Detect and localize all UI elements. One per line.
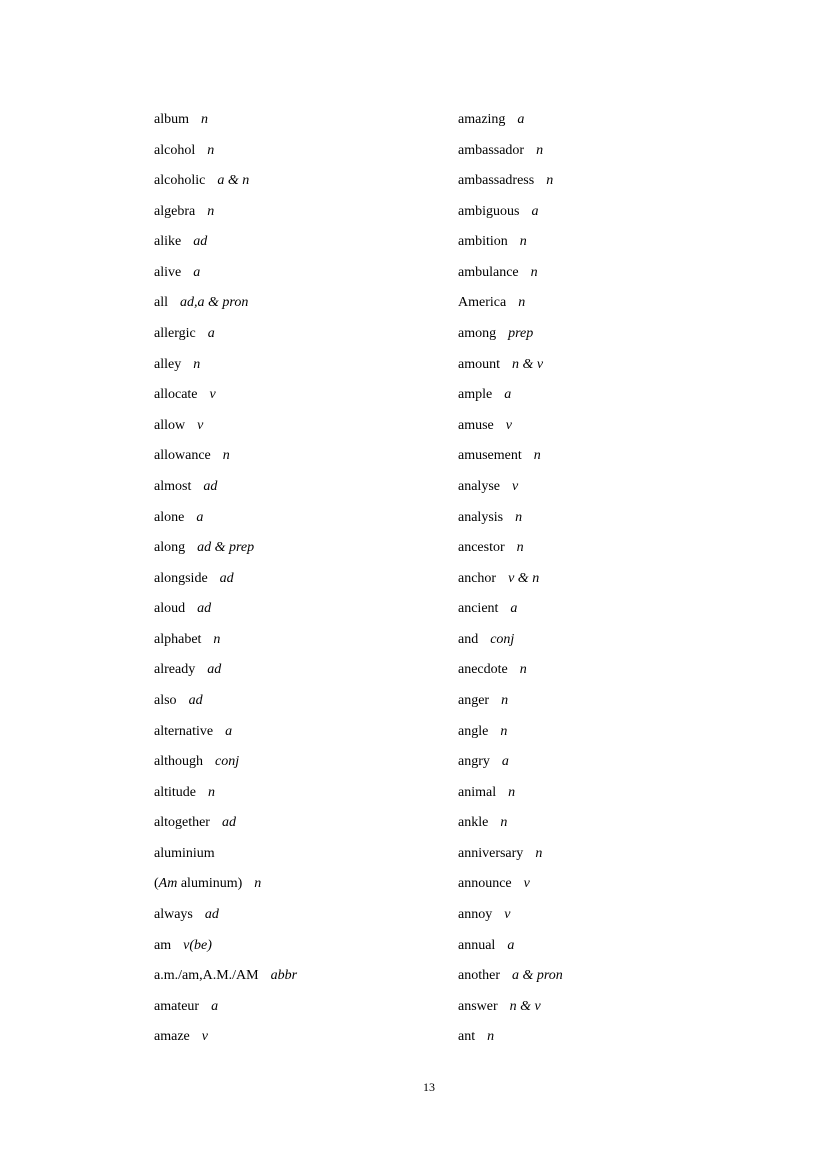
word-entry — [154, 319, 297, 350]
pos-label: n — [207, 142, 215, 158]
word-entry — [458, 166, 563, 197]
word-text: analyse — [458, 478, 500, 494]
pos-label: abbr — [270, 968, 298, 984]
word-entry — [154, 900, 297, 931]
pos-label: n — [516, 540, 524, 556]
word-text: ambition — [458, 234, 508, 250]
word-text: ambiguous — [458, 203, 520, 219]
word-entry — [154, 747, 297, 778]
word-entry — [458, 350, 563, 381]
word-entry — [458, 717, 563, 748]
word-text: allocate — [154, 387, 198, 403]
pos-label: v — [511, 478, 519, 494]
pos-label: n — [500, 815, 508, 831]
word-text: (Am aluminum) — [154, 876, 243, 892]
pos-label: n — [213, 631, 221, 647]
word-entry — [458, 472, 563, 503]
word-text: already — [154, 662, 196, 678]
pos-label: n — [201, 112, 208, 127]
pos-label: a — [510, 601, 518, 617]
pos-label: n — [508, 784, 516, 800]
pos-label: ad — [219, 570, 234, 586]
pos-label: a — [501, 754, 509, 770]
word-entry — [154, 808, 297, 839]
word-text: announce — [458, 876, 512, 892]
word-text: almost — [154, 478, 192, 494]
word-entry — [154, 961, 297, 992]
pos-label: a — [207, 326, 215, 342]
word-entry — [154, 655, 297, 686]
word-text: amount — [458, 356, 500, 372]
word-entry — [458, 411, 563, 442]
word-text: alley — [154, 356, 182, 372]
word-text: always — [154, 907, 193, 923]
word-text: along — [154, 540, 186, 556]
pos-label: v — [504, 907, 511, 923]
word-text: alone — [154, 509, 185, 525]
word-text: ambulance — [458, 264, 519, 280]
pos-label: ad — [207, 662, 222, 678]
word-entry — [154, 136, 297, 167]
pos-label: n — [208, 784, 215, 800]
word-text: anecdote — [458, 662, 508, 678]
word-entry — [458, 319, 563, 350]
word-text: all — [154, 295, 168, 311]
word-entry — [458, 900, 563, 931]
word-entry — [458, 288, 563, 319]
pos-label: ad — [197, 601, 212, 617]
word-text: analysis — [458, 509, 504, 525]
word-entry — [154, 166, 297, 197]
word-text: anniversary — [458, 845, 524, 861]
word-text: another — [458, 968, 500, 984]
word-text: angle — [458, 723, 489, 739]
pos-label: a — [531, 203, 539, 219]
pos-label: v — [201, 1029, 208, 1045]
pos-label: v — [523, 876, 530, 892]
word-entry — [154, 839, 297, 870]
word-entry — [154, 869, 297, 900]
word-text: also — [154, 692, 177, 708]
word-text: ambassador — [458, 142, 525, 158]
word-entry — [154, 288, 297, 319]
word-text: annual — [458, 937, 496, 953]
word-entry — [154, 197, 297, 228]
pos-label: ad — [221, 815, 236, 831]
pos-label: n — [487, 1029, 495, 1045]
pos-label: conj — [215, 754, 240, 770]
pos-label: a & n — [217, 173, 250, 189]
pos-label: n — [533, 448, 541, 464]
page-number: 13 — [423, 1080, 435, 1094]
word-entry — [154, 533, 297, 564]
word-text: amateur — [154, 998, 200, 1014]
word-entry — [154, 686, 297, 717]
word-entry — [458, 839, 563, 870]
word-text: ankle — [458, 815, 489, 831]
pos-label: a — [504, 387, 512, 403]
word-text: ancestor — [458, 540, 505, 556]
pos-label: n — [501, 692, 509, 708]
word-entry — [154, 778, 297, 809]
pos-label: ad,a & pron — [180, 295, 249, 311]
pos-label: n — [193, 356, 201, 372]
word-text: ancient — [458, 601, 499, 617]
word-entry — [458, 533, 563, 564]
word-entry — [458, 441, 563, 472]
word-entry — [458, 931, 563, 962]
word-entry — [458, 105, 563, 136]
word-entry — [154, 472, 297, 503]
word-entry — [154, 625, 297, 656]
word-text: alcoholic — [154, 173, 206, 189]
word-entry — [458, 227, 563, 258]
word-text: anchor — [458, 570, 497, 586]
word-entry — [458, 778, 563, 809]
word-entry — [458, 380, 563, 411]
word-entry — [154, 227, 297, 258]
pos-label: n — [519, 234, 527, 250]
word-text: alcohol — [154, 142, 196, 158]
pos-label: n & v — [512, 356, 544, 372]
pos-label: n — [535, 845, 543, 861]
pos-label: n — [536, 142, 544, 158]
word-text: amuse — [458, 417, 494, 433]
word-entry — [154, 380, 297, 411]
word-text: alongside — [154, 570, 208, 586]
word-entry — [458, 961, 563, 992]
pos-label: ad — [203, 478, 218, 494]
word-entry — [154, 931, 297, 962]
pos-label: v & n — [508, 570, 540, 586]
word-text: allow — [154, 417, 186, 433]
pos-label: v — [505, 417, 512, 433]
word-text: album — [154, 112, 189, 127]
word-entry — [154, 717, 297, 748]
word-entry — [154, 564, 297, 595]
word-entry — [154, 1022, 297, 1053]
word-text: am — [154, 937, 172, 953]
pos-label: v — [197, 417, 204, 433]
word-entry — [154, 992, 297, 1023]
word-text: alternative — [154, 723, 214, 739]
word-text: although — [154, 754, 203, 770]
word-text: alive — [154, 264, 182, 280]
word-entry — [458, 136, 563, 167]
word-text: among — [458, 326, 497, 342]
word-text: allergic — [154, 326, 196, 342]
pos-label: n — [500, 723, 508, 739]
pos-label: n — [518, 295, 526, 311]
word-entry — [154, 258, 297, 289]
pos-label: n — [530, 264, 538, 280]
word-column-left — [154, 105, 297, 1053]
pos-label: v(be) — [183, 937, 212, 953]
word-entry — [458, 992, 563, 1023]
word-text: angry — [458, 754, 490, 770]
word-entry — [458, 747, 563, 778]
word-entry — [458, 1022, 563, 1053]
pos-label: a — [211, 998, 219, 1014]
word-column-right — [458, 105, 563, 1053]
word-entry — [458, 625, 563, 656]
pos-label: ad — [188, 692, 203, 708]
pos-label: a — [196, 509, 204, 525]
word-text: amazing — [458, 112, 506, 127]
word-text: alike — [154, 234, 182, 250]
word-text: animal — [458, 784, 497, 800]
word-text: ambassadress — [458, 173, 535, 189]
pos-label: prep — [508, 326, 534, 342]
word-text: aloud — [154, 601, 186, 617]
word-entry — [458, 655, 563, 686]
word-entry — [154, 503, 297, 534]
pos-label: a — [517, 112, 525, 127]
word-entry — [154, 441, 297, 472]
word-text: allowance — [154, 448, 211, 464]
word-text: answer — [458, 998, 498, 1014]
word-entry — [154, 350, 297, 381]
word-entry — [154, 594, 297, 625]
word-entry — [458, 686, 563, 717]
pos-label: n & v — [509, 998, 541, 1014]
pos-label: a & pron — [511, 968, 563, 984]
word-text: ant — [458, 1029, 476, 1045]
word-text: anger — [458, 692, 490, 708]
word-entry — [458, 869, 563, 900]
word-entry — [458, 564, 563, 595]
pos-label: n — [519, 662, 527, 678]
word-entry — [154, 105, 297, 136]
pos-label: n — [207, 203, 215, 219]
word-text: alphabet — [154, 631, 202, 647]
word-text: ample — [458, 387, 493, 403]
pos-label: v — [209, 387, 216, 403]
pos-label: conj — [490, 631, 515, 647]
pos-label: n — [515, 509, 523, 525]
word-text: altitude — [154, 784, 196, 800]
pos-label: a — [193, 264, 201, 280]
word-text: aluminium — [154, 845, 215, 861]
word-text: America — [458, 295, 507, 311]
pos-label: ad & prep — [197, 540, 255, 556]
word-entry — [154, 411, 297, 442]
word-text: altogether — [154, 815, 210, 831]
pos-label: ad — [193, 234, 208, 250]
word-text: algebra — [154, 203, 196, 219]
pos-label: a — [507, 937, 515, 953]
word-entry — [458, 503, 563, 534]
word-entry — [458, 594, 563, 625]
word-text: amaze — [154, 1029, 190, 1045]
word-text: annoy — [458, 907, 493, 923]
pos-label: n — [222, 448, 230, 464]
pos-label: n — [254, 876, 262, 892]
pos-label: ad — [204, 907, 219, 923]
word-text: and — [458, 631, 479, 647]
word-text: a.m./am,A.M./AM — [154, 968, 259, 984]
pos-label: n — [546, 173, 554, 189]
word-text: amusement — [458, 448, 522, 464]
pos-label: a — [225, 723, 233, 739]
word-entry — [458, 258, 563, 289]
word-entry — [458, 808, 563, 839]
word-entry — [458, 197, 563, 228]
